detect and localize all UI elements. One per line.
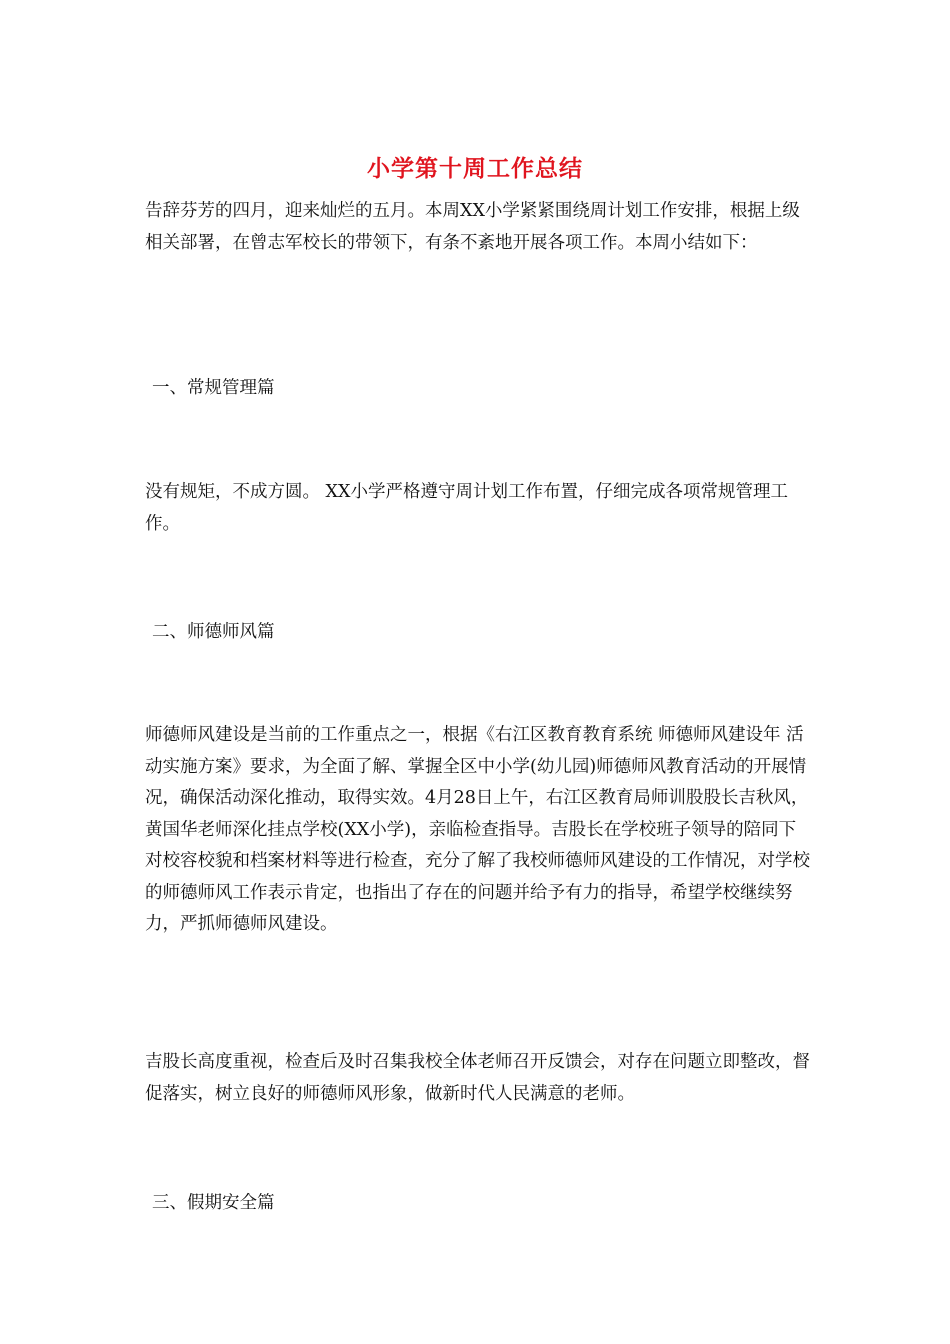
intro-paragraph: 告辞芬芳的四月，迎来灿烂的五月。本周XX小学紧紧围绕周计划工作安排，根据上级相关部署，在曾志军校长的带领下，有条不紊地开展各项工作。本周小结如下：: [145, 201, 800, 253]
section-paragraph: 师德师风建设是当前的工作重点之一，根据《右江区教育教育系统 师德师风建设年 活动实施方案》要求，为全面了解、掌握全区中小学(幼儿园)师德师风教育活动的开展情况，确保活动深化推动，取得实效。4月28日上午，右江区教育局师训股股长吉秋风，黄国华老师深化挂点学校(XX小学)，亲临检查指导。吉股长在学校班子领导的陪同下对校容校貌和档案材料等进行检查，充分了解了我校师德师风建设的工作情况，对学校的师德师风工作表示肯定，也指出了存在的问题并给予有力的指导，希望学校继续努力，严抓师德师风建设。: [145, 725, 810, 934]
section-heading-routine: 一、常规管理篇: [152, 378, 275, 398]
section-paragraph: 没有规矩，不成方圆。 XX小学严格遵守周计划工作布置，仔细完成各项常规管理工作。: [145, 482, 788, 534]
section-paragraph: 吉股长高度重视，检查后及时召集我校全体老师召开反馈会，对存在问题立即整改，督促落实，树立良好的师德师风形象，做新时代人民满意的老师。: [145, 1052, 810, 1104]
document-title: 小学第十周工作总结: [367, 155, 583, 182]
section-heading-ethics: 二、师德师风篇: [152, 622, 275, 642]
section-heading-safety: 三、假期安全篇: [152, 1193, 275, 1213]
